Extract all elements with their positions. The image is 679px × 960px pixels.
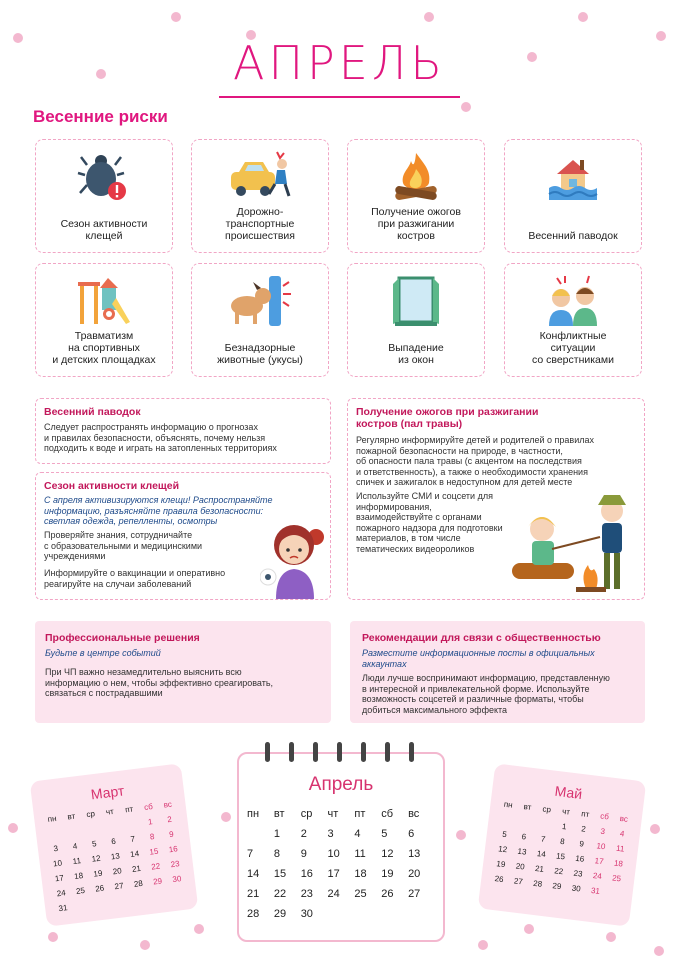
calendar-day: 11 — [72, 856, 82, 867]
risk-label: Сезон активности клещей — [60, 218, 148, 242]
decor-dot — [140, 940, 150, 950]
calendar-day: 24 — [327, 888, 340, 900]
flood-info-box — [35, 398, 331, 464]
risk-card-window-falls — [347, 263, 485, 377]
decor-dot — [221, 812, 231, 822]
calendar-weekday: чт — [105, 806, 115, 817]
decor-dot — [456, 830, 466, 840]
calendar-week-row — [247, 884, 435, 904]
decor-dot — [461, 102, 471, 112]
calendar-weekday: ср — [542, 804, 552, 815]
calendar-week-row — [247, 824, 435, 844]
flood-house-icon — [505, 148, 641, 206]
calendar-day: 25 — [611, 873, 622, 884]
calendar-day: 28 — [133, 878, 144, 889]
pro-italic: Будьте в центре событий — [45, 648, 161, 658]
calendar-day: 27 — [513, 876, 524, 887]
calendar-day: 2 — [166, 814, 173, 825]
calendar-day: 29 — [273, 908, 287, 920]
calendar-ring — [265, 742, 270, 762]
decor-dot — [578, 12, 588, 22]
calendar-day: 31 — [58, 903, 68, 914]
calendar-weekday: пн — [47, 813, 57, 824]
calendar-day: 16 — [300, 868, 313, 880]
calendar-day: 28 — [247, 908, 260, 920]
calendar-day — [408, 904, 435, 924]
calendar-day: 21 — [131, 863, 142, 874]
calendar-day: 25 — [75, 885, 86, 896]
calendar-grid — [42, 796, 190, 917]
calendar-day: 21 — [247, 888, 260, 900]
calendar-weekday: вт — [273, 808, 285, 820]
calendar-week-row — [247, 904, 435, 924]
calendar-weekday: сб — [143, 802, 154, 813]
decor-dot — [606, 932, 616, 942]
calendar-day: 6 — [408, 828, 415, 840]
decor-dot — [194, 924, 204, 934]
calendar-day: 18 — [73, 871, 84, 882]
calendar-day: 14 — [536, 849, 547, 860]
calendar-day: 10 — [327, 848, 340, 860]
calendar-day: 26 — [381, 888, 394, 900]
calendar-day: 16 — [574, 853, 585, 864]
calendar-day: 22 — [273, 888, 287, 900]
calendar-day: 10 — [595, 841, 606, 852]
calendar-day: 15 — [555, 851, 566, 862]
decor-dot — [171, 12, 181, 22]
kids-campfire-illustration — [508, 489, 642, 602]
car-accident-icon — [192, 148, 328, 206]
pro-text: При ЧП важно незамедлительно выяснить всю информацию о нем, чтобы эффективно среагировать, связаться с пострадавшими — [45, 667, 274, 698]
calendar-day: 1 — [561, 821, 567, 832]
decor-dot — [424, 12, 434, 22]
calendar-day — [149, 888, 170, 905]
calendar-day: 4 — [72, 841, 78, 852]
calendar-weekday: пт — [580, 809, 590, 820]
burns-p2: Используйте СМИ и соцсети для информирования, взаимодействуйте с органами пожарного надзора для подготовки материалов, в том числе тематических видеороликов — [356, 491, 503, 554]
calendar-day: 31 — [590, 885, 601, 896]
decor-dot — [48, 932, 58, 942]
pr-recommendations-panel — [350, 621, 645, 723]
calendar-day: 13 — [110, 851, 121, 862]
calendar-weekday: ср — [300, 808, 313, 820]
calendar-weekday: пт — [354, 808, 366, 820]
calendar-day — [328, 904, 355, 924]
page-title: АПРЕЛЬ — [219, 36, 460, 98]
risk-card-burns — [347, 139, 485, 253]
tick-icon — [36, 148, 172, 206]
calendar-day: 7 — [130, 834, 136, 844]
calendar-month-name: Май — [553, 782, 584, 803]
calendar-day: 7 — [247, 848, 254, 860]
calendar-ring — [313, 742, 318, 762]
calendar-day: 19 — [92, 868, 103, 879]
risk-label: Получение ожогов при разжигании костров — [371, 206, 461, 242]
calendar-may — [478, 763, 647, 926]
risk-card-conflicts — [504, 263, 642, 377]
pr-heading: Рекомендации для связи с общественностью — [362, 632, 601, 644]
calendar-day: 23 — [573, 868, 583, 879]
calendar-day: 29 — [152, 876, 163, 887]
calendar-day — [130, 890, 151, 907]
risk-card-ticks — [35, 139, 173, 253]
calendar-ring — [361, 742, 366, 762]
calendar-day — [604, 885, 625, 902]
flood-heading: Весенний паводок — [44, 406, 141, 418]
calendar-day: 2 — [300, 828, 307, 840]
calendar-day: 27 — [408, 888, 421, 900]
title-wrap — [0, 36, 679, 98]
calendar-day: 3 — [600, 826, 606, 837]
calendar-day: 20 — [112, 866, 123, 877]
calendar-day: 12 — [91, 853, 102, 864]
calendar-day: 8 — [559, 836, 566, 847]
calendar-weekday: вс — [619, 813, 629, 824]
calendar-day: 9 — [578, 839, 585, 849]
calendar-ring — [409, 742, 414, 762]
calendar-day: 6 — [110, 836, 117, 847]
open-window-icon — [348, 272, 484, 330]
calendar-day — [168, 885, 189, 902]
decor-dot — [654, 946, 664, 956]
calendar-day: 1 — [147, 817, 154, 827]
dog-bite-icon — [192, 272, 328, 330]
calendar-day: 2 — [580, 824, 587, 834]
calendar-day: 19 — [495, 859, 506, 870]
ticks-p2: Информируйте о вакцинации и оперативно реагируйте на случаи заболеваний — [44, 568, 226, 589]
pr-text: Люди лучше воспринимают информацию, представленную в интересной и привлекательной форме. Используйте возможность соцсетей и различные форматы, чтобы добиться максимального эффекта — [362, 673, 610, 715]
risk-card-flood — [504, 139, 642, 253]
calendar-weekday-row — [247, 804, 435, 824]
calendar-day: 7 — [540, 834, 546, 844]
calendar-day: 1 — [273, 828, 280, 840]
calendar-grid — [489, 796, 635, 902]
burns-heading: Получение ожогов при разжигании костров (пал травы) — [356, 406, 539, 430]
calendar-day: 9 — [300, 848, 307, 860]
calendar-ring — [289, 742, 294, 762]
calendar-day: 3 — [327, 828, 334, 840]
calendar-day: 23 — [170, 859, 181, 870]
burns-p1: Регулярно информируйте детей и родителей о правилах пожарной безопасности на природе, в частности, об опасности пала травы (с акцентом на последствия и ответственность), а также о необходимости хранения спичек и зажигалок в недоступном для детей месте — [356, 435, 594, 487]
calendar-weekday: сб — [599, 811, 610, 822]
calendar-day: 30 — [171, 874, 182, 885]
risk-label: Выпадение из окон — [388, 342, 444, 366]
decor-dot — [524, 924, 534, 934]
calendar-day: 12 — [497, 844, 508, 855]
calendar-ring — [337, 742, 342, 762]
calendar-day: 8 — [149, 832, 155, 842]
risk-card-road-accidents — [191, 139, 329, 253]
pro-solutions-panel — [35, 621, 331, 723]
calendar-day: 25 — [354, 888, 367, 900]
calendar-day: 6 — [521, 832, 527, 842]
ticks-p1: Проверяйте знания, сотрудничайте с образовательными и медицинскими учреждениями — [44, 530, 203, 561]
calendar-day: 16 — [168, 844, 179, 855]
risk-label: Весенний паводок — [528, 230, 618, 242]
calendar-weekday: пн — [247, 808, 260, 820]
decor-dot — [8, 823, 18, 833]
calendar-weekday: пн — [503, 799, 514, 810]
calendar-day: 24 — [592, 871, 603, 882]
calendar-weekday: вт — [66, 811, 76, 822]
risk-label: Конфликтные ситуации со сверстниками — [532, 330, 614, 366]
calendar-day: 26 — [94, 883, 105, 894]
calendar-day: 11 — [354, 848, 366, 860]
calendar-april — [237, 752, 445, 942]
calendar-day: 26 — [494, 874, 505, 885]
calendar-day: 4 — [354, 828, 361, 840]
girl-illustration — [260, 519, 330, 604]
risk-label: Безнадзорные животные (укусы) — [217, 342, 303, 366]
risk-card-playground — [35, 263, 173, 377]
calendar-weekday: вс — [163, 799, 173, 810]
calendar-day: 14 — [129, 849, 140, 860]
calendar-weekday: сб — [381, 808, 394, 820]
calendar-month-name: Апрель — [308, 774, 374, 795]
calendar-day — [72, 897, 93, 914]
calendar-day: 11 — [615, 843, 625, 854]
calendar-day: 23 — [300, 888, 313, 900]
pro-heading: Профессиональные решения — [45, 632, 200, 644]
calendar-day: 18 — [613, 858, 624, 869]
calendar-day: 27 — [114, 881, 124, 892]
decor-dot — [650, 824, 660, 834]
flood-text: Следует распространять информацию о прогнозах и правилах безопасности, объяснять, почему нельзя подходить к воде и играть на затопленных территориях — [44, 422, 277, 453]
calendar-day: 5 — [91, 839, 98, 849]
calendar-day: 5 — [501, 829, 508, 840]
calendar-day: 19 — [381, 868, 394, 880]
calendar-march — [30, 763, 199, 926]
decor-dot — [478, 940, 488, 950]
risk-label: Дорожно- транспортные происшествия — [225, 206, 295, 242]
calendar-ring — [385, 742, 390, 762]
risk-card-stray-animals — [191, 263, 329, 377]
playground-icon — [36, 272, 172, 330]
calendar-day: 4 — [619, 828, 625, 839]
calendar-day: 17 — [327, 868, 340, 880]
calendar-week-row — [247, 864, 435, 884]
calendar-day: 8 — [273, 848, 280, 860]
calendar-day: 17 — [594, 856, 605, 867]
calendar-day — [381, 904, 408, 924]
ticks-info-box — [35, 472, 331, 600]
risks-heading: Весенние риски — [33, 107, 168, 126]
calendar-grid — [247, 804, 435, 924]
calendar-day: 15 — [148, 846, 159, 857]
calendar-day: 24 — [56, 888, 67, 899]
calendar-week-row — [247, 844, 435, 864]
calendar-day: 30 — [300, 908, 313, 920]
calendar-day: 13 — [517, 846, 527, 857]
calendar-day: 21 — [534, 863, 545, 874]
calendar-day: 9 — [168, 829, 175, 840]
pr-italic: Разместите информационные посты в официальных аккаунтах — [362, 648, 595, 669]
ticks-heading: Сезон активности клещей — [44, 480, 180, 492]
risk-label: Травматизм на спортивных и детских площадках — [52, 330, 156, 366]
calendar-day: 22 — [150, 861, 161, 872]
calendar-weekday: ср — [85, 809, 96, 820]
calendar-day: 13 — [408, 848, 421, 860]
calendar-day: 20 — [515, 861, 526, 872]
calendar-weekday: вт — [523, 802, 532, 812]
calendar-day — [247, 824, 274, 844]
conflict-kids-icon — [505, 272, 641, 330]
calendar-day: 30 — [571, 883, 582, 894]
calendar-day: 22 — [553, 866, 564, 877]
calendar-day: 18 — [354, 868, 367, 880]
calendar-day — [110, 892, 131, 909]
calendar-weekday: чт — [561, 806, 571, 817]
calendar-month-name: Март — [89, 782, 126, 803]
calendar-weekday: пт — [124, 804, 134, 815]
calendar-day: 17 — [54, 873, 65, 884]
ticks-italic: С апреля активизируются клещи! Распространяйте информацию, разъясняйте правила безопасности: светлая одежда, репелленты, осмотры — [44, 495, 273, 526]
calendar-day: 29 — [551, 881, 562, 892]
calendar-weekday: чт — [327, 808, 339, 820]
calendar-day: 10 — [52, 858, 63, 869]
burns-info-box — [347, 398, 645, 600]
calendar-day: 12 — [381, 848, 394, 860]
calendar-day: 28 — [532, 878, 543, 889]
calendar-day: 20 — [408, 868, 421, 880]
calendar-day: 14 — [247, 868, 260, 880]
calendar-day: 5 — [381, 828, 388, 840]
calendar-day — [354, 904, 381, 924]
calendar-day — [91, 895, 112, 912]
calendar-weekday: вс — [408, 808, 420, 820]
campfire-icon — [348, 148, 484, 206]
calendar-day: 3 — [52, 843, 59, 854]
calendar-day: 15 — [273, 868, 287, 880]
